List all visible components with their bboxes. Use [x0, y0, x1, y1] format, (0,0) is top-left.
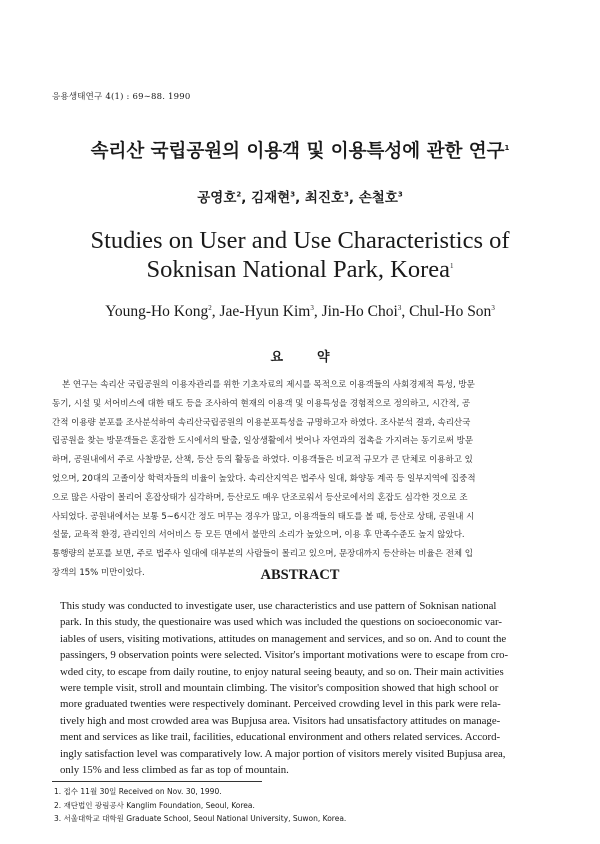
korean-title-text: 속리산 국립공원의 이용객 및 이용특성에 관한 연구 — [90, 141, 505, 162]
author-kr: 최진호$^3$, — [304, 190, 359, 206]
abstract-line: more graduated twenties were respectively dominant. Perceived crowding level in this park were rela- — [60, 698, 501, 711]
abstract-line: ment and services as like trail, facilities, educational environment and others related services. Accord- — [60, 731, 501, 744]
abstract-line: This study was conducted to investigate user, use characteristics and use pattern of Soknisan national — [60, 600, 497, 612]
korean-title-footnote-mark: 1 — [504, 143, 510, 152]
abstract-line: 사되었다. 공원내에서는 보통 5∼6시간 정도 머무는 경우가 많고, 이용객들의 태도를 볼 때, 등산로 상태, 공원내 시 — [52, 511, 475, 522]
english-title-line-2: Soknisan National Park, Korea$^1$ — [146, 256, 454, 283]
journal-reference: 응용생태연구 4(1) : 69∼88. 1990 — [52, 92, 191, 102]
abstract-line: 립공원을 찾는 방문객들은 혼잡한 도시에서의 탈출, 일상생활에서 벗어나 자연과의 접촉을 가지려는 동기로써 방문 — [52, 436, 474, 447]
korean-abstract-heading: 요약 — [270, 350, 364, 365]
author-kr: 김재현$^3$, — [251, 190, 305, 206]
abstract-line: tively high and most crowded area was Bupjusa area. Visitors had unsatisfactory attitudes on manage- — [60, 714, 501, 727]
footnotes — [54, 785, 346, 826]
author-kr: 공영호$^2$, — [197, 190, 252, 206]
abstract-line: were temple visit, stroll and mountain climbing. The visitor's composition showed that high school or — [60, 682, 499, 695]
abstract-line: only 15% and less climbed as far as top of mountain. — [60, 764, 289, 777]
korean-title — [0, 137, 600, 163]
abstract-line: iables of users, visiting motivations, attitudes on management and services, and so on. And to count the — [60, 632, 507, 645]
english-abstract-heading: ABSTRACT — [260, 567, 340, 583]
abstract-line: 간적 이용량 분포를 조사분석하여 속리산국립공원의 이용분포특성을 규명하고자 하였다. 조사분석 결과, 속리산국 — [52, 417, 471, 428]
abstract-line: 설물, 교육적 환경, 관리인의 서어비스 등 모든 면에서 불만의 소리가 높았으며, 이용 후 만족수준도 높지 않았다. — [52, 530, 465, 541]
author-en: Jin-Ho Choi$^3$, — [321, 303, 410, 320]
abstract-line: 동기, 시설 및 서어비스에 대한 태도 등을 조사하여 현재의 이용객 및 이용특성을 경험적으로 정의하고, 시간적, 공 — [52, 398, 471, 409]
abstract-line: passingers, 9 observation points were selected. Visitor's important motivations were to escape from cro- — [60, 649, 509, 662]
english-title — [0, 226, 600, 284]
english-abstract-body — [60, 598, 560, 778]
abstract-line: wded city, to escape from daily routine, to enjoy natural seeing beauty, and so on. Their main activities — [60, 665, 504, 678]
author-en: Jae-Hyun Kim$^3$, — [219, 303, 322, 320]
abstract-line: 으로 많은 사람이 몰리어 혼잡상태가 심각하며, 등산로도 매우 단조로워서 등산로에서의 혼잡도 심각한 것으로 조 — [52, 492, 468, 503]
abstract-line: park. In this study, the questionaire was used which was included the questions on socioeconomic var- — [60, 616, 502, 629]
footnote-divider — [52, 781, 262, 782]
author-kr: 손철호$^3$ — [358, 190, 403, 206]
abstract-line: 통행량의 분포를 보면, 주로 법주사 일대에 대부분의 사람들이 몰리고 있으며, 문장대까지 등산하는 비율은 전체 입 — [52, 549, 473, 560]
abstract-line: 하며, 공원내에서 주로 사찰방문, 산책, 등산 등의 활동을 하였다. 이용객들은 비교적 규모가 큰 단체로 이용하고 있 — [52, 455, 473, 466]
english-authors — [0, 303, 600, 321]
english-title-line-1: Studies on User and Use Characteristics of — [90, 227, 510, 254]
footnote: 2. 재단법인 광림공사 Kanglim Foundation, Seoul, Korea. — [54, 800, 255, 810]
korean-authors — [0, 186, 600, 206]
abstract-line: 었으며, 20대의 고졸이상 학력자들의 비율이 높았다. 속리산지역은 법주사 일대, 화양동 계곡 등 일부지역에 집중적 — [52, 473, 476, 484]
abstract-line: ingly satisfaction level was comparatively low. A major portion of visitors merely visited Bupjusa area, — [60, 747, 506, 760]
footnote: 1. 접수 11월 30일 Received on Nov. 30, 1990. — [54, 787, 222, 796]
abstract-line: 장객의 15% 미만이었다. — [52, 567, 145, 578]
english-title-footnote-mark: 1 — [449, 261, 454, 270]
author-en: Chul-Ho Son$^3$ — [409, 303, 495, 320]
korean-abstract-body — [52, 376, 558, 583]
author-en: Young-Ho Kong$^2$, — [105, 303, 220, 320]
footnote: 3. 서울대학교 대학원 Graduate School, Seoul National University, Suwon, Korea. — [54, 814, 347, 823]
abstract-line: 본 연구는 속리산 국립공원의 이용자관리를 위한 기초자료의 제시를 목적으로 이용객들의 사회경제적 특성, 방문 — [62, 380, 475, 390]
